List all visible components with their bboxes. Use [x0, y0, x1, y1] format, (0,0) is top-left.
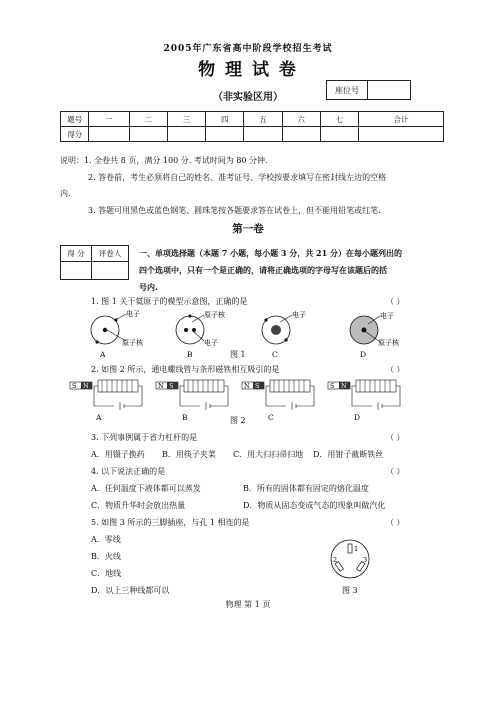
atom-d-option-label: D: [360, 350, 367, 359]
atom-d-nucleus-label: 原子核: [378, 339, 399, 347]
atom-a-nucleus-label: 原子核: [122, 339, 143, 347]
grader-reviewer-field[interactable]: [92, 262, 129, 280]
socket-hole-1-label: 1: [354, 545, 359, 553]
q3-option-c: C．用大扫扫帚扫地: [233, 450, 304, 459]
setup-b-option-label: B: [182, 413, 188, 422]
setup-d-option-label: D: [354, 413, 361, 422]
atom-c-electron-label: 电子: [292, 311, 306, 319]
instruction-line: 2. 答卷前，考生必须将自己的姓名、准考证号、学校按要求填写在密封线左边的空格: [88, 173, 387, 182]
atom-b-electron-label: 电子: [204, 339, 218, 347]
q5-option-a: A．零线: [91, 535, 121, 544]
q4-option-d: D．物质从固态变成气态的现象叫做汽化: [243, 501, 386, 510]
score-input-cell[interactable]: [206, 127, 244, 142]
score-header-cell: 五: [244, 112, 282, 127]
subtitle: （非实验区用）: [213, 92, 283, 103]
score-header-cell: 二: [129, 112, 167, 127]
page-footer: 物理 第 1 页: [225, 600, 271, 609]
grader-box: [60, 245, 129, 280]
q5-option-b: B．火线: [91, 552, 121, 561]
q4-answer-paren[interactable]: （ ）: [386, 467, 405, 476]
atom-model-c: [262, 310, 306, 359]
q5-answer-paren[interactable]: （ ）: [386, 518, 405, 527]
volume-title: 第一卷: [232, 223, 264, 235]
score-header-cell: 一: [89, 112, 129, 127]
atom-b-nucleus-label: 原子核: [204, 311, 225, 319]
atom-c-option-label: C: [272, 350, 278, 359]
grader-score-label: 得 分: [61, 246, 92, 262]
solenoid-setup-a: [70, 380, 142, 422]
q5-stem: 5. 如图 3 所示的三脚插座，与孔 1 相连的是: [91, 518, 250, 527]
magnet-b-right-pole: S: [169, 382, 174, 390]
magnet-a-right-pole: N: [83, 382, 89, 390]
solenoid-setup-d: [328, 380, 400, 422]
section1-line3: 号内.: [139, 282, 158, 292]
q5-figure-caption: 图 3: [342, 586, 358, 595]
q2-figure-caption: 图 2: [230, 416, 246, 425]
grader-reviewer-label: 评卷人: [92, 246, 129, 262]
solenoid-setup-c: [242, 380, 314, 422]
socket-hole-2-label: 2: [333, 556, 338, 564]
score-header-cell: 四: [206, 112, 244, 127]
seat-label: 座位号: [327, 81, 368, 100]
score-header-cell: 七: [320, 112, 358, 127]
magnet-c-right-pole: S: [255, 382, 260, 390]
score-input-cell[interactable]: [282, 127, 320, 142]
score-input-cell[interactable]: [89, 127, 129, 142]
setup-c-option-label: C: [268, 413, 274, 422]
q1-stem: 1. 图 1 关于氦原子的模型示意图，正确的是: [91, 297, 248, 306]
q5-socket-figure: [325, 536, 375, 582]
q4-stem: 4. 以下说法正确的是: [91, 467, 166, 476]
grader-score-field[interactable]: [61, 262, 92, 280]
instruction-line: 内.: [60, 189, 71, 198]
instruction-line: 3. 答题可用黑色或蓝色钢笔、圆珠笔按各题要求答在试卷上，但不能用铅笔或红笔.: [88, 206, 381, 215]
magnet-b-left-pole: N: [158, 382, 164, 390]
q4-option-c: C．物质升华时会放出热量: [91, 501, 186, 510]
atom-a-electron-label: 电子: [126, 310, 140, 318]
score-input-cell[interactable]: [358, 127, 443, 142]
q4-option-a: A．任何温度下液体都可以蒸发: [91, 484, 201, 493]
score-header-cell: 三: [167, 112, 205, 127]
solenoid-setup-b: [156, 380, 228, 422]
score-header-cell: 合计: [358, 112, 443, 127]
score-input-cell[interactable]: [167, 127, 205, 142]
score-header-cell: 六: [282, 112, 320, 127]
magnet-d-right-pole: N: [341, 382, 347, 390]
score-input-cell[interactable]: [244, 127, 282, 142]
q4-option-b: B．所有的固体都有固定的熔化温度: [243, 484, 369, 493]
section1-line2: 四个选项中，只有一个是正确的，请将正确选项的字母写在该题后的括: [139, 265, 387, 275]
q3-option-a: A．用镊子换药: [91, 450, 145, 459]
q3-answer-paren[interactable]: （ ）: [386, 433, 405, 442]
atom-model-b: [176, 310, 226, 359]
atom-model-a: [91, 309, 144, 359]
score-input-cell[interactable]: [129, 127, 167, 142]
socket-hole-3-label: 3: [363, 556, 368, 564]
atom-d-electron-label: 电子: [380, 312, 394, 320]
score-header-cell: 题号: [61, 112, 89, 127]
section1-line1: 一、单项选择题（本题 7 小题，每小题 3 分，共 21 分）在每小题列出的: [139, 248, 402, 258]
atom-a-option-label: A: [100, 350, 106, 359]
q2-stem: 2. 如图 2 所示，通电螺线管与条形磁铁相互吸引的是: [91, 365, 280, 374]
score-table: [60, 111, 444, 142]
seat-number-field[interactable]: [368, 81, 411, 100]
magnet-d-left-pole: S: [330, 382, 335, 390]
q5-option-c: C．地线: [91, 569, 122, 578]
exam-title: 2005年广东省高中阶段学校招生考试: [163, 44, 333, 54]
score-row-label: 得分: [61, 127, 89, 142]
q2-answer-paren[interactable]: （ ）: [386, 365, 405, 374]
seat-number-box: [326, 80, 411, 100]
q5-option-d: D．以上三种线都可以: [91, 586, 170, 595]
magnet-a-left-pole: S: [72, 382, 77, 390]
instruction-line: 说明：1. 全卷共 8 页，满分 100 分. 考试时间为 80 分钟.: [60, 156, 268, 165]
q3-stem: 3. 下列事例属于省力杠杆的是: [91, 433, 198, 442]
q1-figure-caption: 图 1: [230, 350, 246, 359]
score-input-cell[interactable]: [320, 127, 358, 142]
atom-model-d: [350, 311, 400, 359]
q1-answer-paren[interactable]: （ ）: [386, 297, 405, 306]
atom-b-option-label: B: [187, 350, 193, 359]
magnet-c-left-pole: N: [244, 382, 250, 390]
q3-option-d: D．用钳子截断铁丝: [313, 450, 384, 459]
subject-title: 物 理 试 卷: [198, 60, 298, 80]
setup-a-option-label: A: [96, 413, 102, 422]
q3-option-b: B．用筷子夹菜: [162, 450, 216, 459]
